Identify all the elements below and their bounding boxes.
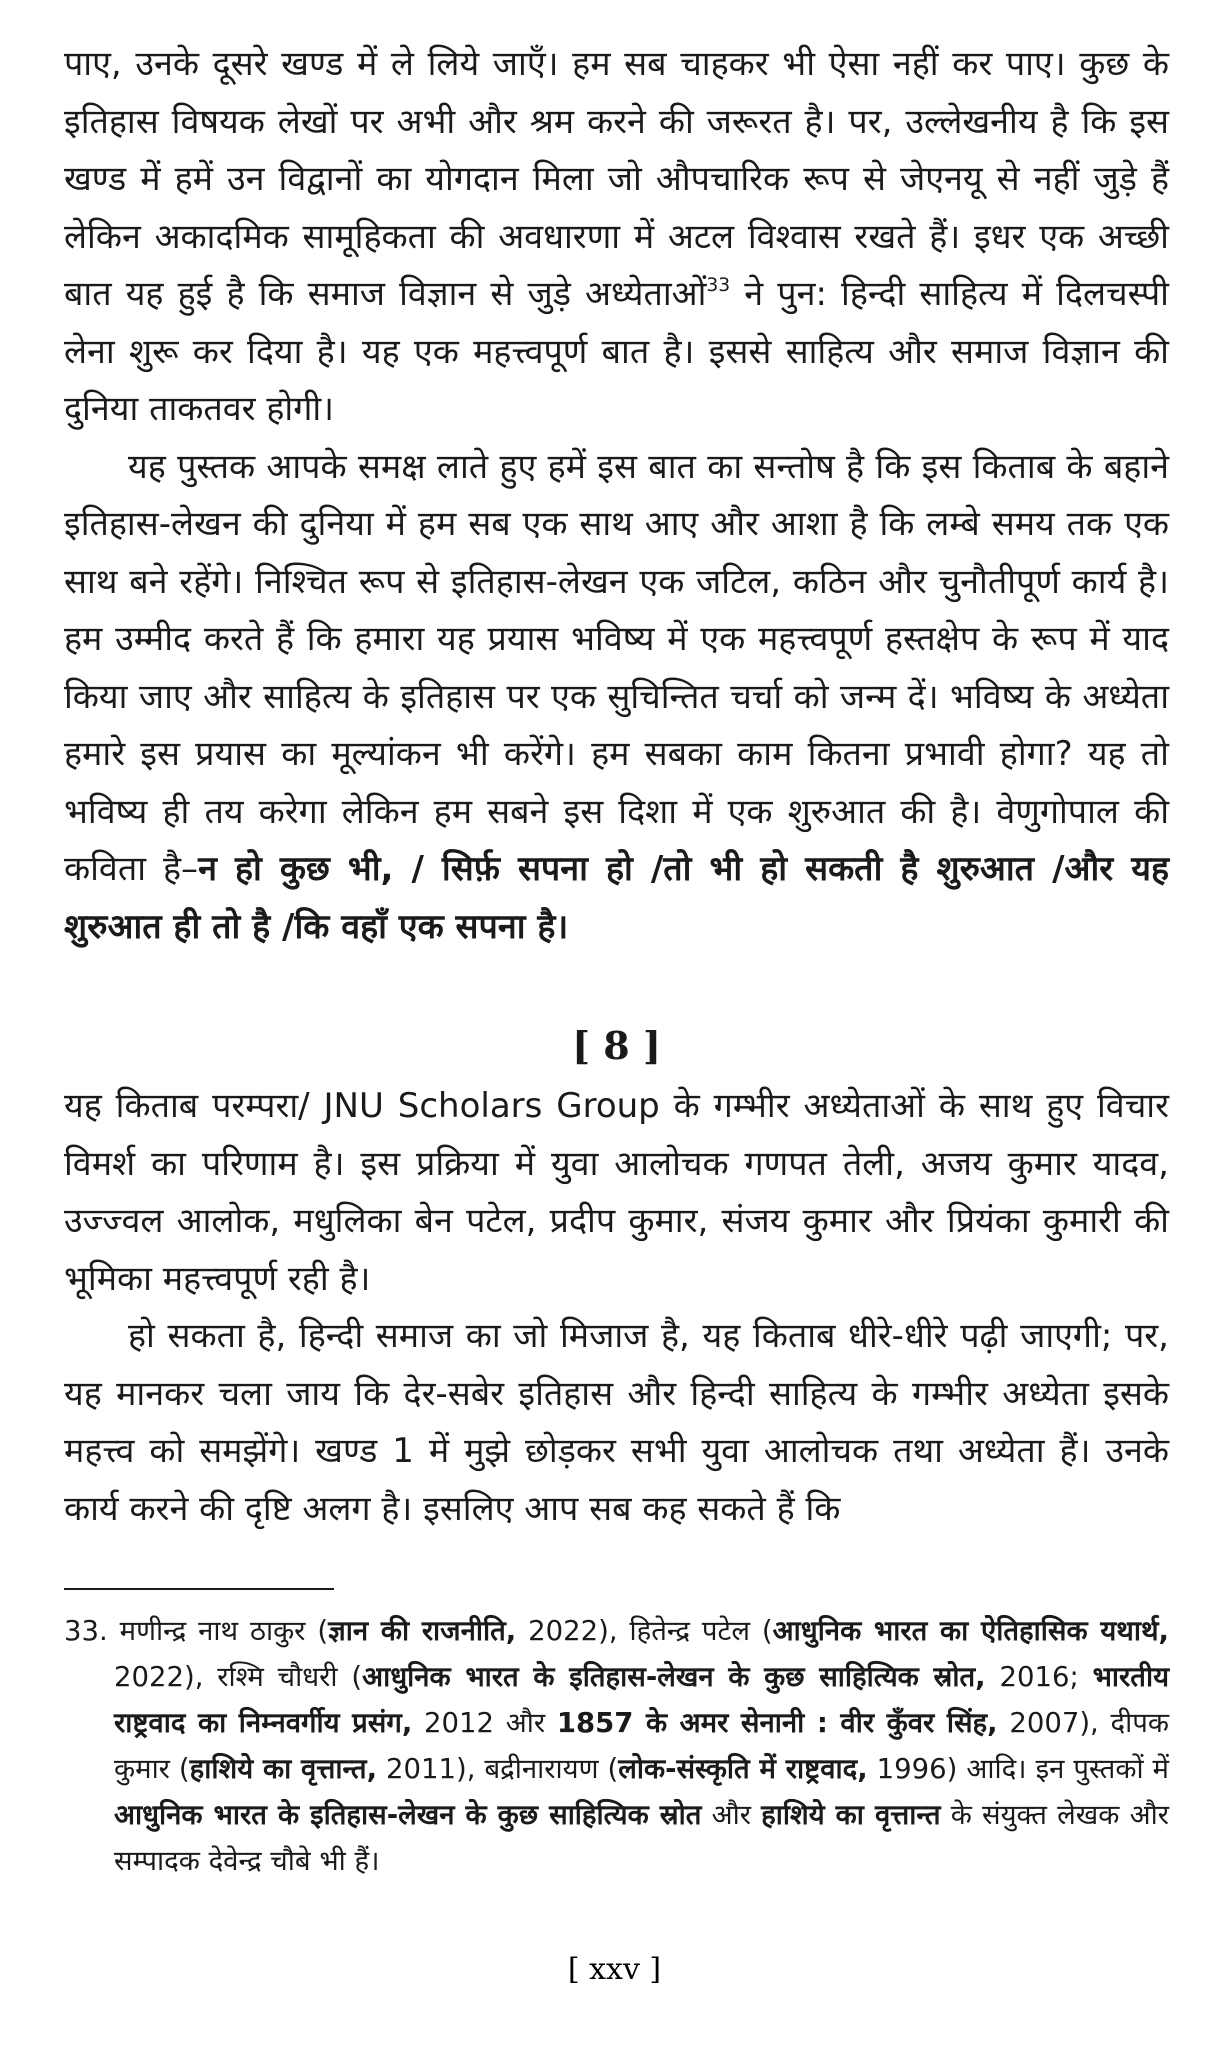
footnote-book-title: लोक-संस्कृति में राष्ट्रवाद, bbox=[618, 1753, 868, 1785]
footnote-text: 1996) आदि। इन पुस्तकों में bbox=[867, 1753, 1169, 1785]
paragraph-text: ने पुन: हिन्दी साहित्य में दिलचस्पी लेना शुरू कर दिया है। यह एक महत्त्वपूर्ण बात है। इससे साहित्य और समाज विज्ञान की दुनिया ताकतवर होगी। bbox=[64, 274, 1169, 429]
footnote-book-title: हाशिये का वृत्तान्त, bbox=[189, 1753, 378, 1785]
footnote-book-title: आधुनिक भारत के इतिहास-लेखन के कुछ साहित्यिक स्रोत, bbox=[362, 1661, 986, 1693]
footnote-text: और bbox=[701, 1799, 762, 1831]
footnote-book-title: ज्ञान की राजनीति, bbox=[328, 1615, 517, 1647]
poem-quote: न हो कुछ भी, / सिर्फ़ सपना हो /तो भी हो सकती है शुरुआत /और यह शुरुआत ही तो है /कि वहाँ एक सपना है। bbox=[64, 849, 1169, 947]
paragraph-text: यह पुस्तक आपके समक्ष लाते हुए हमें इस बात का सन्तोष है कि इस किताब के बहाने इतिहास-लेखन की दुनिया में हम सब एक साथ आए और आशा है कि लम्बे समय तक एक साथ बने रहेंगे। निश्चित रूप से इतिहास-लेखन एक जटिल, कठिन और चुनौतीपूर्ण कार्य है। हम उम्मीद करते हैं कि हमारा यह प्रयास भविष्य में एक महत्त्वपूर्ण हस्तक्षेप के रूप में याद किया जाए और साहित्य के इतिहास पर एक सुचिन्तित चर्चा को जन्म दें। भविष्य के अध्येता हमारे इस प्रयास का मूल्यांकन भी करेंगे। हम सबका काम कितना प्रभावी होगा? यह तो भविष्य ही तय करेगा लेकिन हम सबने इस दिशा में एक शुरुआत की है। वेणुगोपाल की कविता है– bbox=[64, 446, 1169, 889]
footnote-divider bbox=[64, 1588, 334, 1590]
footnote-text: मणीन्द्र नाथ ठाकुर ( bbox=[107, 1615, 329, 1647]
footnote-number: 33. bbox=[64, 1615, 108, 1647]
footnote-text: 2011), बद्रीनारायण ( bbox=[377, 1753, 619, 1785]
footnote-text: 2022), रश्मि चौधरी ( bbox=[114, 1661, 363, 1693]
footnote-text: 2016; bbox=[985, 1661, 1093, 1693]
body-paragraph-2 bbox=[64, 439, 1169, 957]
footnote-body bbox=[108, 1615, 1169, 1877]
footnote-text: के संयुक्त लेखक और सम्पादक देवेन्द्र चौबे भी हैं। bbox=[114, 1799, 1169, 1877]
footnote-book-title: भारतीय राष्ट्रवाद का निम्नवर्गीय प्रसंग, bbox=[114, 1661, 1170, 1739]
paragraph-text: पाए, उनके दूसरे खण्ड में ले लिये जाएँ। हम सब चाहकर भी ऐसा नहीं कर पाए। कुछ के इतिहास विषयक लेखों पर अभी और श्रम करने की जरूरत है। पर, उल्लेखनीय है कि इस खण्ड में हमें उन विद्वानों का योगदान मिला जो औपचारिक रूप से जेएनयू से नहीं जुड़े हैं लेकिन अकादमिक सामूहिकता की अवधारणा में अटल विश्वास रखते हैं। इधर एक अच्छी बात यह हुई है कि समाज विज्ञान से जुड़े अध्येताओं bbox=[64, 44, 1169, 314]
body-paragraph-4: हो सकता है, हिन्दी समाज का जो मिजाज है, यह किताब धीरे-धीरे पढ़ी जाएगी; पर, यह मानकर चला जाय कि देर-सबेर इतिहास और हिन्दी साहित्य के गम्भीर अध्येता इसके महत्त्व को समझेंगे। खण्ड 1 में मुझे छोड़कर सभी युवा आलोचक तथा अध्येता हैं। उनके कार्य करने की दृष्टि अलग है। इसलिए आप सब कह सकते हैं कि bbox=[64, 1316, 1169, 1529]
body-paragraph-3: यह किताब परम्परा/ JNU Scholars Group के गम्भीर अध्येताओं के साथ हुए विचार विमर्श का परिणाम है। इस प्रक्रिया में युवा आलोचक गणपत तेली, अजय कुमार यादव, उज्ज्वल आलोक, मधुलिका बेन पटेल, प्रदीप कुमार, संजय कुमार और प्रियंका कुमारी की भूमिका महत्त्वपूर्ण रही है। bbox=[64, 1086, 1169, 1299]
page-number: [ xxv ] bbox=[567, 1952, 662, 1987]
footnote-book-title: आधुनिक भारत के इतिहास-लेखन के कुछ साहित्यिक स्रोत bbox=[114, 1799, 702, 1831]
footnote-reference[interactable]: 33 bbox=[706, 274, 731, 296]
footnote-book-title: हाशिये का वृत्तान्त bbox=[761, 1799, 941, 1831]
footnote-book-title: 1857 के अमर सेनानी : वीर कुँवर सिंह, bbox=[556, 1707, 998, 1739]
footnote-text: 2012 और bbox=[412, 1707, 557, 1739]
footnote-33 bbox=[64, 1608, 1169, 1884]
footnote-text: 2007), दीपक कुमार ( bbox=[114, 1707, 1169, 1785]
section-heading: [ 8 ] bbox=[572, 1023, 661, 1068]
footnote-book-title: आधुनिक भारत का ऐतिहासिक यथार्थ, bbox=[772, 1615, 1170, 1647]
body-paragraph-1 bbox=[64, 36, 1169, 439]
footnote-text: 2022), हितेन्द्र पटेल ( bbox=[516, 1615, 773, 1647]
